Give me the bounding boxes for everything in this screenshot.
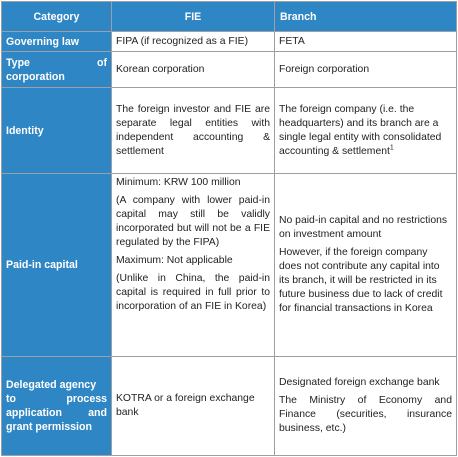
- delegated-agency-branch-p1: Designated foreign exchange bank: [279, 377, 440, 388]
- identity-label: Identity: [2, 88, 112, 174]
- type-of-corporation-label: [2, 52, 112, 88]
- governing-law-label: Governing law: [2, 32, 112, 52]
- header-category: Category: [2, 2, 112, 32]
- delegated-agency-label-line2: to process: [6, 393, 107, 405]
- identity-branch: [275, 88, 457, 174]
- governing-law-branch: FETA: [275, 32, 457, 52]
- delegated-agency-branch-p2: The Ministry of Economy and Finance (securities, insurance business, etc.): [279, 395, 452, 434]
- delegated-agency-branch: [275, 357, 457, 456]
- row-identity: [2, 88, 457, 174]
- identity-fie: The foreign investor and FIE are separate legal entities with independent accounting & settlement: [112, 88, 275, 174]
- paid-in-capital-fie-min-note: (A company with lower paid-in capital may still be validly incorporated but will not be a FIE regulated by the FIPA): [116, 195, 270, 248]
- header-row: [2, 2, 457, 32]
- type-of-corporation-fie: Korean corporation: [112, 52, 275, 88]
- header-fie: FIE: [112, 2, 275, 32]
- paid-in-capital-branch: [275, 174, 457, 357]
- type-of-corporation-label-line2: corporation: [6, 70, 65, 83]
- governing-law-fie: FIPA (if recognized as a FIE): [112, 32, 275, 52]
- paid-in-capital-fie: [112, 174, 275, 357]
- paid-in-capital-branch-p1: No paid-in capital and no restrictions on investment amount: [279, 215, 448, 240]
- delegated-agency-label-line4: grant permission: [6, 421, 92, 433]
- delegated-agency-label-line3: application and: [6, 407, 107, 419]
- row-delegated-agency: [2, 357, 457, 456]
- paid-in-capital-fie-max-note: (Unlike in China, the paid-in capital is required in full prior to incorporation of an FIE in Korea): [116, 273, 270, 312]
- row-type-of-corporation: [2, 52, 457, 88]
- comparison-table: [1, 1, 457, 456]
- row-paid-in-capital: [2, 174, 457, 357]
- paid-in-capital-label: Paid-in capital: [2, 174, 112, 357]
- delegated-agency-label-line1: Delegated agency: [6, 379, 97, 391]
- delegated-agency-fie: KOTRA or a foreign exchange bank: [112, 357, 275, 456]
- paid-in-capital-fie-max: Maximum: Not applicable: [116, 255, 233, 266]
- delegated-agency-label: [2, 357, 112, 456]
- paid-in-capital-fie-min: Minimum: KRW 100 million: [116, 177, 241, 188]
- footnote-marker: 1: [389, 144, 394, 152]
- paid-in-capital-branch-p2: However, if the foreign company does not contribute any capital into its branch, it will be restricted in its future business due to lack of credit for financial transactions in Korea: [279, 247, 443, 314]
- identity-branch-text: The foreign company (i.e. the headquarters) and its branch are a single legal entity with consolidated accounting & settlement: [279, 103, 442, 157]
- header-branch: Branch: [275, 2, 457, 32]
- row-governing-law: [2, 32, 457, 52]
- type-of-corporation-label-line1: Type of: [6, 56, 107, 69]
- type-of-corporation-branch: Foreign corporation: [275, 52, 457, 88]
